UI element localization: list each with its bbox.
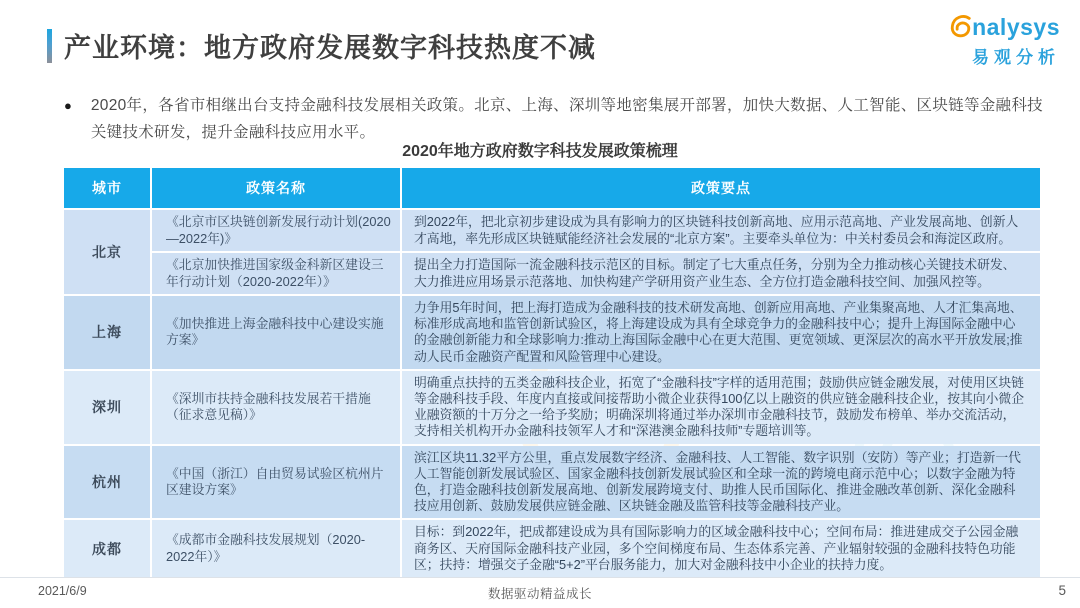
table-header-row [64,168,1040,208]
city-cell-shanghai: 上海 [64,296,150,369]
policy-points-cell: 到2022年，把北京初步建设成为具有影响力的区块链科技创新高地、应用示范高地、产业发展高地、创新人才高地，率先形成区块链赋能经济社会发展的“北京方案”。主要牵头单位为：中关村委员会和海淀区政府。 [402,210,1040,251]
city-cell-chengdu: 成都 [64,520,150,577]
footer-slogan: 数据驱动精益成长 [487,587,592,601]
policy-points-cell: 明确重点扶持的五类金融科技企业，拓宽了“金融科技”字样的适用范围；鼓励供应链金融发展，对使用区块链等金融科技手段、年度内直接或间接帮助小微企业获得100亿以上融资的供应链金融科技企业，按其向小微企业融资额的十万分之一给予奖励；明确深圳将通过举办深圳市金融科技节，鼓励发布榜单、举办交流活动，支持相关机构开办金融科技领军人才和“深港澳金融科技师”专题培训等。 [402,371,1040,444]
bullet-icon: ● [64,98,72,113]
col-header-city: 城市 [64,168,150,208]
logo-cn-text: 易观分析 [972,48,1060,67]
policy-points-cell: 滨江区块11.32平方公里，重点发展数字经济、金融科技、人工智能、数字识别（安防）等产业；打造新一代人工智能创新发展试验区、国家金融科技创新发展试验区和全球一流的跨境电商示范中心；以数字金融为特色，打造金融科技创新发展高地、创新发展跨境支付、助推人民币国际化、推进金融改革创新、深化金融科技应用创新、鼓励发展供应链金融、区块链金融及监管科技等金融科技产业。 [402,446,1040,519]
policy-name-cell: 《深圳市扶持金融科技发展若干措施（征求意见稿）》 [152,371,400,444]
policy-points-cell: 提出全力打造国际一流金融科技示范区的目标。制定了七大重点任务，分别为全力推动核心关键技术研发、大力推进应用场景示范落地、加快构建产学研用资产业生态、全方位打造金融科技空间、加强风控等。 [402,253,1040,294]
footer-divider [0,577,1080,578]
col-header-policy-points: 政策要点 [402,168,1040,208]
policy-name-cell: 《加快推进上海金融科技中心建设实施方案》 [152,296,400,369]
table-row-beijing-2 [64,253,1040,294]
policy-name-cell: 《北京加快推进国家级金科新区建设三年行动计划（2020-2022年）》 [152,253,400,294]
table-row-beijing-1 [64,210,1040,251]
footer-date: 2021/6/9 [38,584,87,598]
city-cell-beijing: 北京 [64,210,150,294]
logo-wordmark [946,13,1060,40]
analysys-logo [946,13,1060,68]
logo-brand-text: nalysys [972,14,1060,40]
policy-points-cell: 力争用5年时间，把上海打造成为金融科技的技术研发高地、创新应用高地、产业集聚高地、人才汇集高地、标准形成高地和监管创新试验区，将上海建设成为具有全球竞争力的金融科技中心；提升上海国际金融中心的金融创新能力和全球影响力:推动上海国际金融中心在更大范围、更宽领域、更深层次的高水平开放发展;推动人民币金融资产配置和风险管理中心建设。 [402,296,1040,369]
table-title: 2020年地方政府数字科技发展政策梳理 [402,143,678,160]
page-title: 产业环境：地方政府发展数字科技热度不减 [64,33,596,63]
table-row-shanghai [64,296,1040,369]
table-row-hangzhou [64,446,1040,519]
analysys-swirl-icon [947,13,974,40]
summary-text: 2020年，各省市相继出台支持金融科技发展相关政策。北京、上海、深圳等地密集展开部署，加快大数据、人工智能、区块链等金融科技关键技术研发，提升金融科技应用水平。 [90,97,1043,141]
table-row-shenzhen [64,371,1040,444]
policy-name-cell: 《中国（浙江）自由贸易试验区杭州片区建设方案》 [152,446,400,519]
col-header-policy-name: 政策名称 [152,168,400,208]
policy-points-cell: 目标：到2022年，把成都建设成为具有国际影响力的区域金融科技中心；空间布局：推进建成交子公园金融商务区、天府国际金融科技产业园，多个空间梯度布局、生态体系完善、产业辐射较强的金融科技特色功能区；扶持：增强交子金融“5+2”平台服务能力，加大对金融科技中小企业的扶持力度。 [402,520,1040,577]
policy-table [62,166,1042,579]
policy-name-cell: 《成都市金融科技发展规划（2020-2022年）》 [152,520,400,577]
title-accent-bar [47,29,52,63]
city-cell-hangzhou: 杭州 [64,446,150,519]
city-cell-shenzhen: 深圳 [64,371,150,444]
table-row-chengdu [64,520,1040,577]
title-block [47,26,596,65]
page-number: 5 [1058,583,1066,598]
policy-name-cell: 《北京市区块链创新发展行动计划(2020—2022年)》 [152,210,400,251]
